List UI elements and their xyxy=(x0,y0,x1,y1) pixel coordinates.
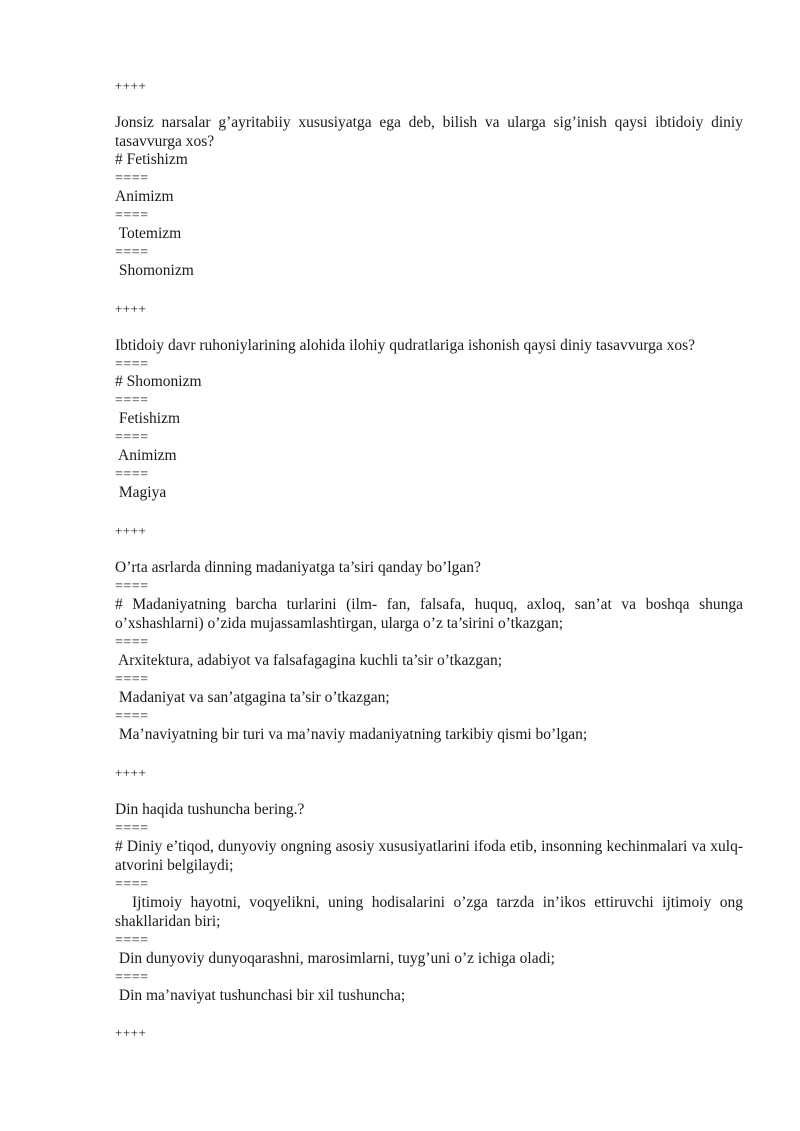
answer-option: Totemizm xyxy=(115,225,182,242)
answer-separator: ==== xyxy=(115,579,149,594)
question-text: Jonsiz narsalar g’ayritabiiy xususiyatga ega deb, bilish va ularga sig’inish qaysi ibtidoiy diniy tasavvurga xos? xyxy=(115,114,743,150)
answer-separator: ==== xyxy=(115,467,149,482)
answer-separator: ==== xyxy=(115,171,149,186)
answer-separator: ==== xyxy=(115,245,149,260)
question-separator: ++++ xyxy=(115,523,147,538)
answer-separator: ==== xyxy=(115,393,149,408)
answer-separator: ==== xyxy=(115,208,149,223)
question-separator: ++++ xyxy=(115,765,147,780)
answer-separator: ==== xyxy=(115,877,149,892)
answer-option: Animizm xyxy=(115,447,177,464)
answer-option: Arxitektura, adabiyot va falsafagagina kuchli ta’sir o’tkazgan; xyxy=(115,652,503,669)
answer-option: Din dunyoviy dunyoqarashni, marosimlarni, tuyg’uni o’z ichiga oladi; xyxy=(115,950,555,967)
answer-option: Animizm xyxy=(115,188,174,205)
answer-correct: # Madaniyatning barcha turlarini (ilm- fan, falsafa, huquq, axloq, san’at va boshqa shunga o’xshashlarni) o’zida mujassamlashtirgan, ularga o’z ta’sirini o’tkazgan; xyxy=(115,596,743,632)
answer-correct: # Shomonizm xyxy=(115,373,202,390)
question-separator: ++++ xyxy=(115,1025,147,1040)
answer-separator: ==== xyxy=(115,933,149,948)
answer-option: Fetishizm xyxy=(115,410,181,427)
answer-separator: ==== xyxy=(115,635,149,650)
answer-option: Din ma’naviyat tushunchasi bir xil tushuncha; xyxy=(115,987,406,1004)
answer-separator: ==== xyxy=(115,821,149,836)
answer-option: Magiya xyxy=(115,484,167,501)
answer-separator: ==== xyxy=(115,709,149,724)
question-text: Ibtidoiy davr ruhoniylarining alohida ilohiy qudratlariga ishonish qaysi diniy tasavvurga xos? xyxy=(115,337,696,354)
answer-correct: # Fetishizm xyxy=(115,151,188,168)
answer-option: Shomonizm xyxy=(115,262,194,279)
answer-option: Madaniyat va san’atgagina ta’sir o’tkazgan; xyxy=(115,689,390,706)
answer-separator: ==== xyxy=(115,672,149,687)
question-separator: ++++ xyxy=(115,78,147,93)
answer-correct: # Diniy e’tiqod, dunyoviy ongning asosiy xususiyatlarini ifoda etib, insonning kechinmalari va xulq- atvorini belgilaydi; xyxy=(115,838,743,874)
question-text: O’rta asrlarda dinning madaniyatga ta’siri qanday bo’lgan? xyxy=(115,559,481,576)
answer-separator: ==== xyxy=(115,430,149,445)
question-separator: ++++ xyxy=(115,301,147,316)
answer-separator: ==== xyxy=(115,357,149,372)
question-text: Din haqida tushuncha bering.? xyxy=(115,801,305,818)
answer-separator: ==== xyxy=(115,970,149,985)
answer-option: Ijtimoiy hayotni, voqyelikni, uning hodisalarini o’zga tarzda in’ikos ettiruvchi ijtimoiy ong shakllaridan biri; xyxy=(115,894,747,930)
answer-option: Ma’naviyatning bir turi va ma’naviy madaniyatning tarkibiy qismi bo’lgan; xyxy=(115,726,588,743)
